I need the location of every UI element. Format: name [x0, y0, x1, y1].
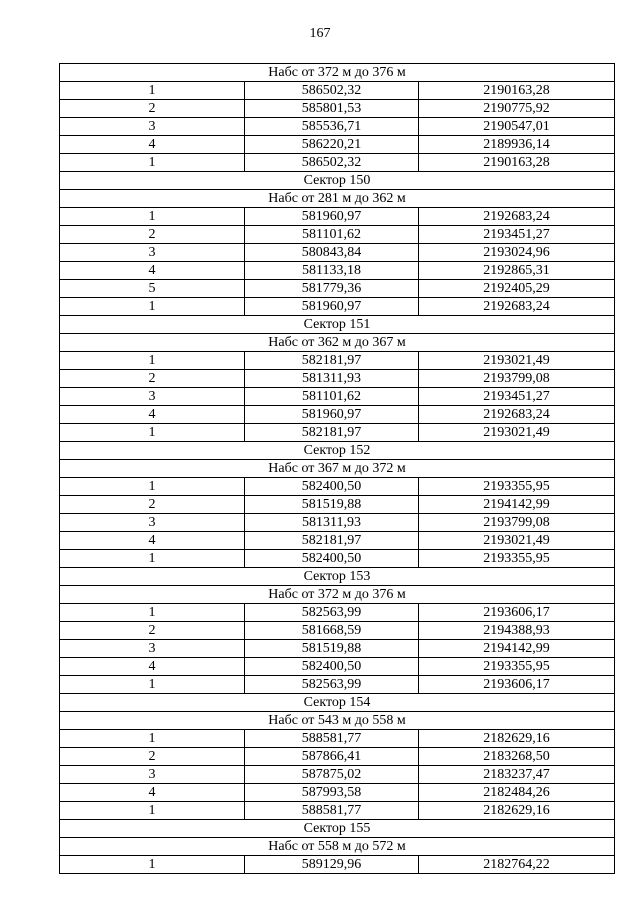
y-coordinate-cell: 2192405,29: [419, 280, 615, 298]
table-row: [60, 262, 615, 280]
y-coordinate-cell: 2193021,49: [419, 532, 615, 550]
section-heading-row: [60, 190, 615, 208]
table-row: [60, 622, 615, 640]
point-number-cell: 1: [60, 550, 245, 568]
section-heading: Сектор 150: [60, 172, 615, 190]
y-coordinate-cell: 2193606,17: [419, 604, 615, 622]
table-row: [60, 478, 615, 496]
x-coordinate-cell: 582400,50: [245, 550, 419, 568]
point-number-cell: 1: [60, 676, 245, 694]
y-coordinate-cell: 2183237,47: [419, 766, 615, 784]
x-coordinate-cell: 585536,71: [245, 118, 419, 136]
table-row: [60, 244, 615, 262]
table-row: [60, 856, 615, 874]
x-coordinate-cell: 582563,99: [245, 604, 419, 622]
y-coordinate-cell: 2190163,28: [419, 82, 615, 100]
point-number-cell: 5: [60, 280, 245, 298]
section-heading: Сектор 155: [60, 820, 615, 838]
y-coordinate-cell: 2190775,92: [419, 100, 615, 118]
point-number-cell: 1: [60, 730, 245, 748]
section-heading-row: [60, 568, 615, 586]
section-heading: Сектор 151: [60, 316, 615, 334]
x-coordinate-cell: 587875,02: [245, 766, 419, 784]
table-row: [60, 730, 615, 748]
x-coordinate-cell: 582181,97: [245, 532, 419, 550]
point-number-cell: 3: [60, 118, 245, 136]
y-coordinate-cell: 2193799,08: [419, 514, 615, 532]
x-coordinate-cell: 587993,58: [245, 784, 419, 802]
section-heading: Набс от 367 м до 372 м: [60, 460, 615, 478]
x-coordinate-cell: 582563,99: [245, 676, 419, 694]
section-heading: Набс от 372 м до 376 м: [60, 586, 615, 604]
table-row: [60, 298, 615, 316]
y-coordinate-cell: 2193799,08: [419, 370, 615, 388]
x-coordinate-cell: 581133,18: [245, 262, 419, 280]
x-coordinate-cell: 581311,93: [245, 370, 419, 388]
x-coordinate-cell: 588581,77: [245, 802, 419, 820]
y-coordinate-cell: 2193021,49: [419, 352, 615, 370]
y-coordinate-cell: 2193021,49: [419, 424, 615, 442]
table-row: [60, 352, 615, 370]
point-number-cell: 1: [60, 424, 245, 442]
x-coordinate-cell: 581668,59: [245, 622, 419, 640]
y-coordinate-cell: 2192683,24: [419, 208, 615, 226]
table-row: [60, 766, 615, 784]
y-coordinate-cell: 2194142,99: [419, 640, 615, 658]
table-row: [60, 370, 615, 388]
y-coordinate-cell: 2194388,93: [419, 622, 615, 640]
table-row: [60, 388, 615, 406]
section-heading-row: [60, 694, 615, 712]
x-coordinate-cell: 586220,21: [245, 136, 419, 154]
y-coordinate-cell: 2193355,95: [419, 478, 615, 496]
table-row: [60, 550, 615, 568]
point-number-cell: 1: [60, 352, 245, 370]
section-heading: Набс от 362 м до 367 м: [60, 334, 615, 352]
section-heading: Сектор 154: [60, 694, 615, 712]
point-number-cell: 1: [60, 856, 245, 874]
table-row: [60, 784, 615, 802]
x-coordinate-cell: 581519,88: [245, 640, 419, 658]
point-number-cell: 3: [60, 640, 245, 658]
table-row: [60, 82, 615, 100]
table-row: [60, 118, 615, 136]
x-coordinate-cell: 586502,32: [245, 82, 419, 100]
point-number-cell: 4: [60, 136, 245, 154]
point-number-cell: 2: [60, 370, 245, 388]
x-coordinate-cell: 580843,84: [245, 244, 419, 262]
x-coordinate-cell: 581519,88: [245, 496, 419, 514]
y-coordinate-cell: 2190163,28: [419, 154, 615, 172]
table-row: [60, 280, 615, 298]
table-row: [60, 532, 615, 550]
section-heading-row: [60, 442, 615, 460]
x-coordinate-cell: 587866,41: [245, 748, 419, 766]
y-coordinate-cell: 2194142,99: [419, 496, 615, 514]
point-number-cell: 2: [60, 748, 245, 766]
y-coordinate-cell: 2182764,22: [419, 856, 615, 874]
point-number-cell: 3: [60, 766, 245, 784]
section-heading-row: [60, 172, 615, 190]
y-coordinate-cell: 2193606,17: [419, 676, 615, 694]
x-coordinate-cell: 589129,96: [245, 856, 419, 874]
section-heading-row: [60, 316, 615, 334]
point-number-cell: 3: [60, 514, 245, 532]
table-row: [60, 100, 615, 118]
table-row: [60, 424, 615, 442]
table-row: [60, 640, 615, 658]
point-number-cell: 1: [60, 802, 245, 820]
table-row: [60, 802, 615, 820]
y-coordinate-cell: 2193451,27: [419, 388, 615, 406]
point-number-cell: 3: [60, 244, 245, 262]
point-number-cell: 1: [60, 208, 245, 226]
page-number: 167: [309, 26, 331, 41]
point-number-cell: 1: [60, 82, 245, 100]
section-heading-row: [60, 64, 615, 82]
section-heading-row: [60, 712, 615, 730]
y-coordinate-cell: 2183268,50: [419, 748, 615, 766]
y-coordinate-cell: 2189936,14: [419, 136, 615, 154]
point-number-cell: 2: [60, 622, 245, 640]
section-heading: Сектор 152: [60, 442, 615, 460]
section-heading-row: [60, 838, 615, 856]
section-heading-row: [60, 460, 615, 478]
point-number-cell: 2: [60, 100, 245, 118]
section-heading-row: [60, 334, 615, 352]
section-heading: Сектор 153: [60, 568, 615, 586]
x-coordinate-cell: 588581,77: [245, 730, 419, 748]
table-row: [60, 406, 615, 424]
y-coordinate-cell: 2190547,01: [419, 118, 615, 136]
y-coordinate-cell: 2182629,16: [419, 730, 615, 748]
x-coordinate-cell: 581960,97: [245, 298, 419, 316]
y-coordinate-cell: 2192683,24: [419, 298, 615, 316]
x-coordinate-cell: 581960,97: [245, 406, 419, 424]
x-coordinate-cell: 582181,97: [245, 352, 419, 370]
point-number-cell: 1: [60, 298, 245, 316]
table-row: [60, 676, 615, 694]
y-coordinate-cell: 2193355,95: [419, 658, 615, 676]
point-number-cell: 4: [60, 262, 245, 280]
point-number-cell: 1: [60, 154, 245, 172]
y-coordinate-cell: 2193451,27: [419, 226, 615, 244]
x-coordinate-cell: 581311,93: [245, 514, 419, 532]
table-row: [60, 604, 615, 622]
section-heading: Набс от 543 м до 558 м: [60, 712, 615, 730]
x-coordinate-cell: 585801,53: [245, 100, 419, 118]
point-number-cell: 1: [60, 604, 245, 622]
y-coordinate-cell: 2193024,96: [419, 244, 615, 262]
point-number-cell: 4: [60, 658, 245, 676]
table-row: [60, 136, 615, 154]
x-coordinate-cell: 586502,32: [245, 154, 419, 172]
x-coordinate-cell: 581779,36: [245, 280, 419, 298]
y-coordinate-cell: 2193355,95: [419, 550, 615, 568]
point-number-cell: 4: [60, 406, 245, 424]
x-coordinate-cell: 581960,97: [245, 208, 419, 226]
table-row: [60, 208, 615, 226]
y-coordinate-cell: 2182629,16: [419, 802, 615, 820]
section-heading-row: [60, 820, 615, 838]
table-row: [60, 748, 615, 766]
x-coordinate-cell: 581101,62: [245, 388, 419, 406]
table-row: [60, 154, 615, 172]
x-coordinate-cell: 582181,97: [245, 424, 419, 442]
table-row: [60, 514, 615, 532]
y-coordinate-cell: 2192683,24: [419, 406, 615, 424]
section-heading: Набс от 372 м до 376 м: [60, 64, 615, 82]
point-number-cell: 2: [60, 496, 245, 514]
table-row: [60, 496, 615, 514]
point-number-cell: 4: [60, 784, 245, 802]
point-number-cell: 1: [60, 478, 245, 496]
table-row: [60, 226, 615, 244]
y-coordinate-cell: 2182484,26: [419, 784, 615, 802]
x-coordinate-cell: 582400,50: [245, 658, 419, 676]
point-number-cell: 4: [60, 532, 245, 550]
table-row: [60, 658, 615, 676]
section-heading: Набс от 281 м до 362 м: [60, 190, 615, 208]
section-heading: Набс от 558 м до 572 м: [60, 838, 615, 856]
coordinates-table: [59, 63, 615, 874]
point-number-cell: 3: [60, 388, 245, 406]
x-coordinate-cell: 581101,62: [245, 226, 419, 244]
x-coordinate-cell: 582400,50: [245, 478, 419, 496]
point-number-cell: 2: [60, 226, 245, 244]
section-heading-row: [60, 586, 615, 604]
y-coordinate-cell: 2192865,31: [419, 262, 615, 280]
coordinates-table-body: [60, 64, 615, 874]
